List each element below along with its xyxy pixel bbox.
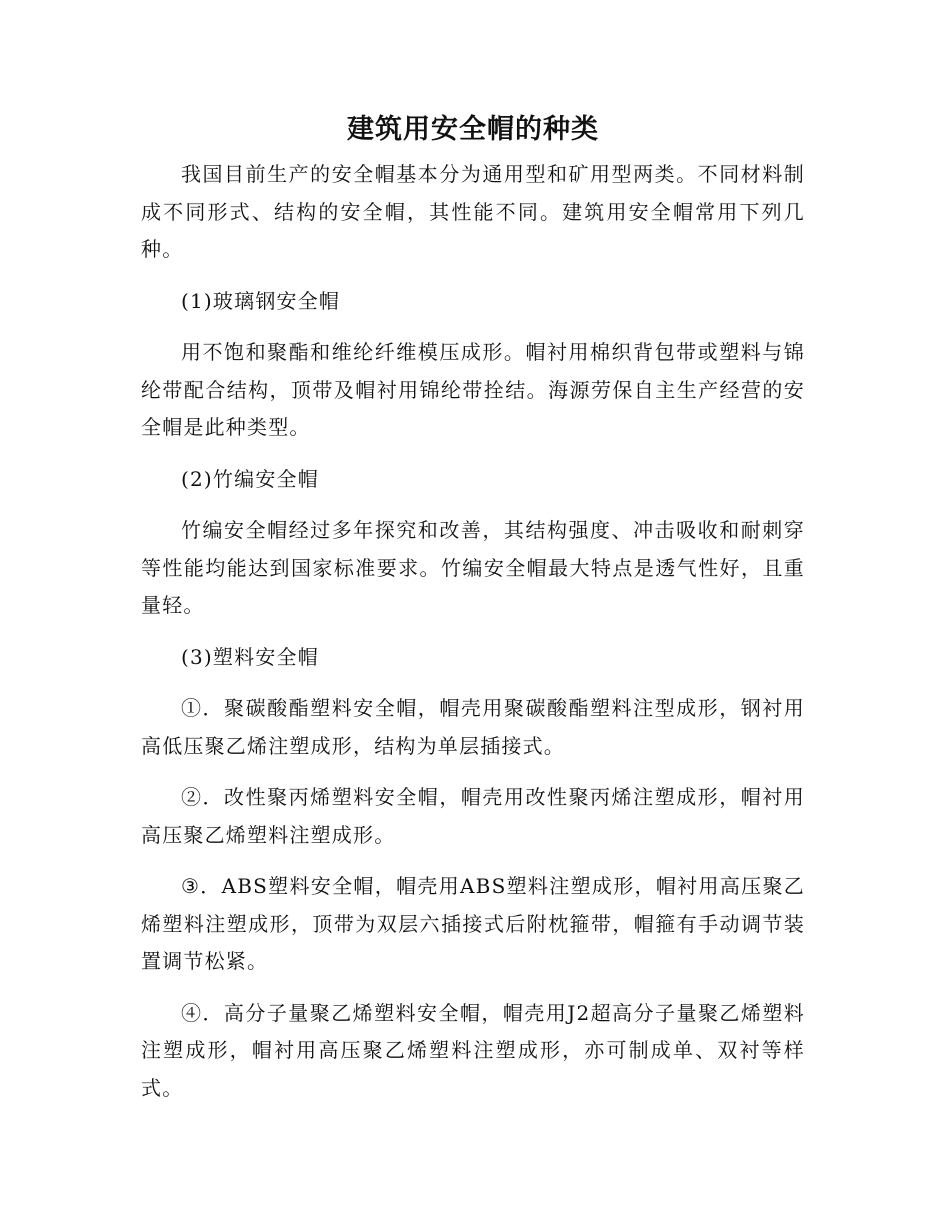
plastic-item-polypropylene: ②．改性聚丙烯塑料安全帽，帽壳用改性聚丙烯注塑成形，帽衬用高压聚乙烯塑料注塑成形。: [141, 785, 805, 847]
intro-paragraph: 我国目前生产的安全帽基本分为通用型和矿用型两类。不同材料制成不同形式、结构的安全帽，其性能不同。建筑用安全帽常用下列几种。: [141, 162, 805, 261]
document-title: 建筑用安全帽的种类: [347, 114, 599, 145]
plastic-item-polycarbonate: ①．聚碳酸酯塑料安全帽，帽壳用聚碳酸酯塑料注型成形，钢衬用高低压聚乙烯注塑成形，结构为单层插接式。: [141, 696, 805, 758]
section-text-fiberglass: 用不饱和聚酯和维纶纤维模压成形。帽衬用棉织背包带或塑料与锦纶带配合结构，顶带及帽衬用锦纶带拴结。海源劳保自主生产经营的安全帽是此种类型。: [141, 340, 805, 439]
plastic-item-polyethylene: ④．高分子量聚乙烯塑料安全帽，帽壳用J2超高分子量聚乙烯塑料注塑成形，帽衬用高压聚乙烯塑料注塑成形，亦可制成单、双衬等样式。: [141, 1000, 805, 1100]
plastic-item-abs: ③．ABS塑料安全帽，帽壳用ABS塑料注塑成形，帽衬用高压聚乙烯塑料注塑成形，顶带为双层六插接式后附枕箍带，帽箍有手动调节装置调节松紧。: [141, 874, 805, 973]
section-text-bamboo: 竹编安全帽经过多年探究和改善，其结构强度、冲击吸收和耐刺穿等性能均能达到国家标准要求。竹编安全帽最大特点是透气性好，且重量轻。: [141, 518, 805, 617]
section-heading-plastic: (3)塑料安全帽: [181, 644, 319, 669]
section-heading-fiberglass: (1)玻璃钢安全帽: [181, 288, 341, 313]
section-heading-bamboo: (2)竹编安全帽: [181, 466, 319, 491]
